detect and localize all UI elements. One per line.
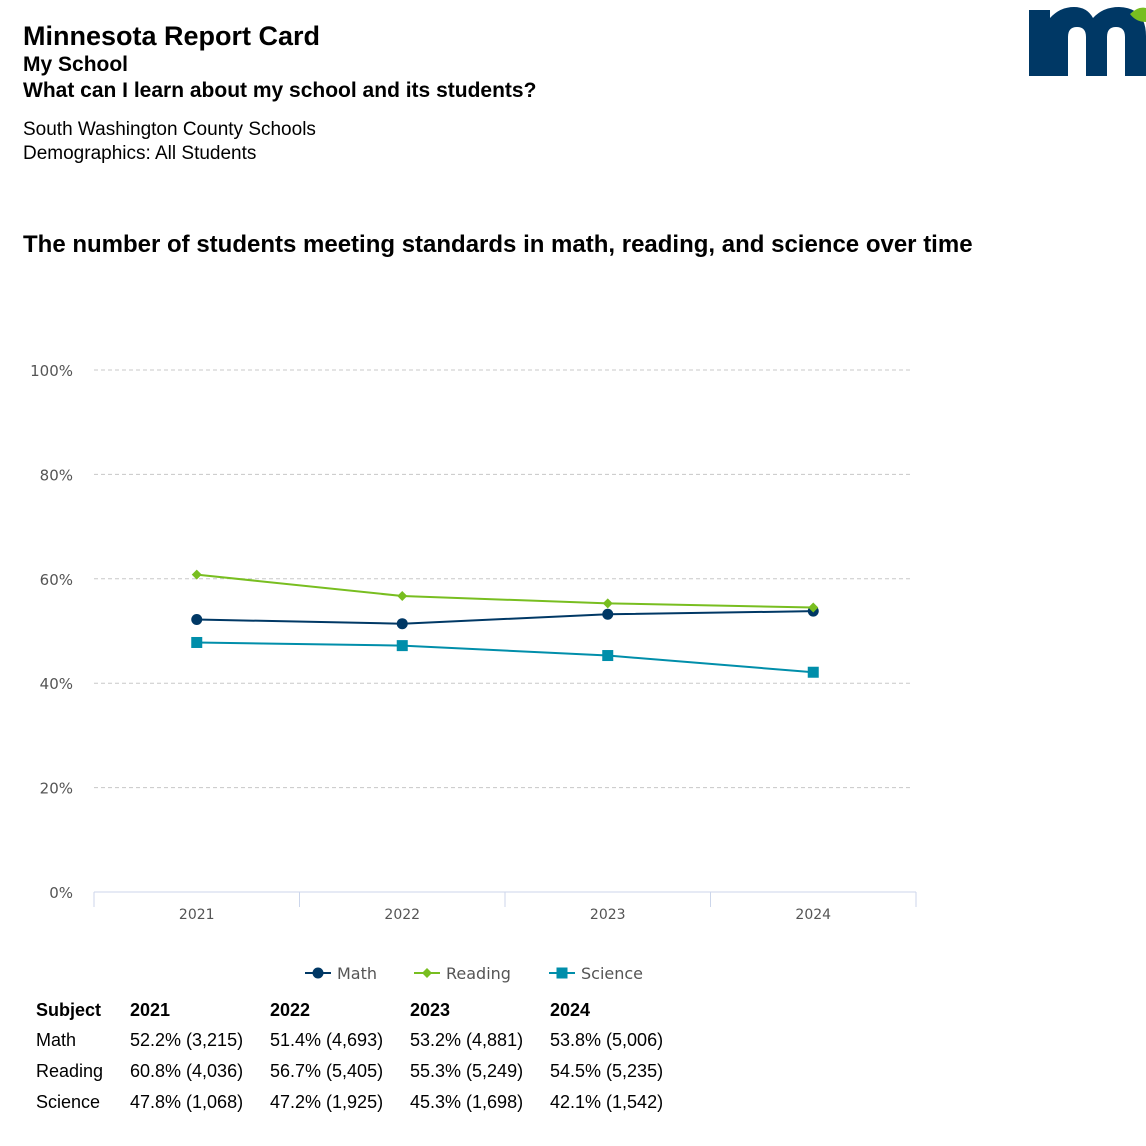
series-layer — [191, 570, 819, 678]
grid-lines — [94, 370, 912, 788]
data-point-science — [397, 640, 408, 651]
line-chart — [0, 340, 946, 940]
table-header-cell: Subject — [36, 999, 102, 1020]
report-question: What can I learn about my school and its students? — [23, 79, 537, 102]
table-cell: 60.8% (4,036) — [130, 1061, 244, 1081]
table-row — [28, 1025, 682, 1056]
table-row — [28, 1056, 682, 1087]
table-header-cell: 2022 — [270, 999, 311, 1020]
series-science — [191, 637, 819, 678]
table-header-cell: 2021 — [130, 999, 171, 1020]
x-tick-label: 2022 — [384, 907, 421, 923]
data-point-math — [397, 618, 408, 629]
series-line-reading — [197, 575, 814, 608]
legend-marker — [422, 968, 432, 978]
minnesota-logo — [1026, 0, 1146, 80]
x-tick-label: 2023 — [589, 907, 626, 923]
series-math — [191, 606, 819, 630]
data-point-science — [191, 637, 202, 648]
table-cell: 51.4% (4,693) — [270, 1030, 384, 1050]
table-cell: 53.2% (4,881) — [410, 1030, 524, 1050]
table-row — [28, 1087, 682, 1118]
x-tick-label: 2021 — [178, 907, 215, 923]
data-point-science — [602, 650, 613, 661]
y-tick-label: 60% — [39, 570, 73, 589]
table-cell: 42.1% (1,542) — [550, 1092, 664, 1112]
table-header-cell: 2023 — [410, 999, 451, 1020]
data-point-science — [808, 667, 819, 678]
table-cell: 47.8% (1,068) — [130, 1092, 244, 1112]
series-reading — [192, 570, 819, 613]
data-point-reading — [603, 598, 613, 608]
table-cell: 52.2% (3,215) — [130, 1030, 244, 1050]
chart-title: The number of students meeting standards in math, reading, and science over time — [23, 231, 973, 258]
report-meta — [23, 118, 316, 166]
y-tick-label: 40% — [39, 675, 73, 694]
table-cell: 45.3% (1,698) — [410, 1092, 524, 1112]
district-name: South Washington County Schools — [23, 119, 316, 140]
table-cell: Math — [36, 1030, 77, 1050]
y-tick-label: 100% — [30, 362, 73, 380]
chart-legend — [0, 960, 946, 986]
legend-symbol — [414, 965, 440, 981]
legend-item-math[interactable] — [305, 960, 377, 986]
logo-m-shape — [1029, 7, 1146, 76]
y-axis-labels — [30, 362, 73, 902]
table-cell: 54.5% (5,235) — [550, 1061, 664, 1081]
y-tick-label: 80% — [39, 466, 73, 485]
legend-label: Reading — [446, 963, 511, 983]
legend-marker — [313, 968, 324, 979]
table-cell: 47.2% (1,925) — [270, 1092, 384, 1112]
data-point-reading — [397, 591, 407, 601]
series-line-science — [197, 642, 814, 672]
x-axis — [94, 892, 916, 923]
y-tick-label: 0% — [49, 884, 73, 902]
report-subtitle: My School — [23, 53, 129, 76]
data-table — [28, 995, 682, 1118]
table-cell: Science — [36, 1092, 101, 1112]
legend-symbol — [549, 965, 575, 981]
legend-item-science[interactable] — [549, 960, 643, 986]
data-point-math — [602, 609, 613, 620]
report-header — [23, 20, 923, 104]
y-tick-label: 20% — [39, 779, 73, 798]
report-title: Minnesota Report Card — [23, 21, 321, 51]
legend-label: Science — [581, 963, 644, 983]
table-header-cell: 2024 — [550, 999, 591, 1020]
x-tick-label: 2024 — [795, 907, 832, 923]
data-point-reading — [192, 570, 202, 580]
table-cell: 55.3% (5,249) — [410, 1061, 524, 1081]
legend-marker — [557, 968, 568, 979]
table-header-row — [28, 995, 682, 1025]
table-cell: 56.7% (5,405) — [270, 1061, 384, 1081]
demographics-label: Demographics: All Students — [23, 143, 257, 164]
data-point-math — [191, 614, 202, 625]
legend-item-reading[interactable] — [414, 960, 511, 986]
legend-label: Math — [337, 963, 378, 983]
legend-symbol — [305, 965, 331, 981]
series-line-math — [197, 611, 814, 624]
table-cell: Reading — [36, 1061, 104, 1081]
table-cell: 53.8% (5,006) — [550, 1030, 664, 1050]
